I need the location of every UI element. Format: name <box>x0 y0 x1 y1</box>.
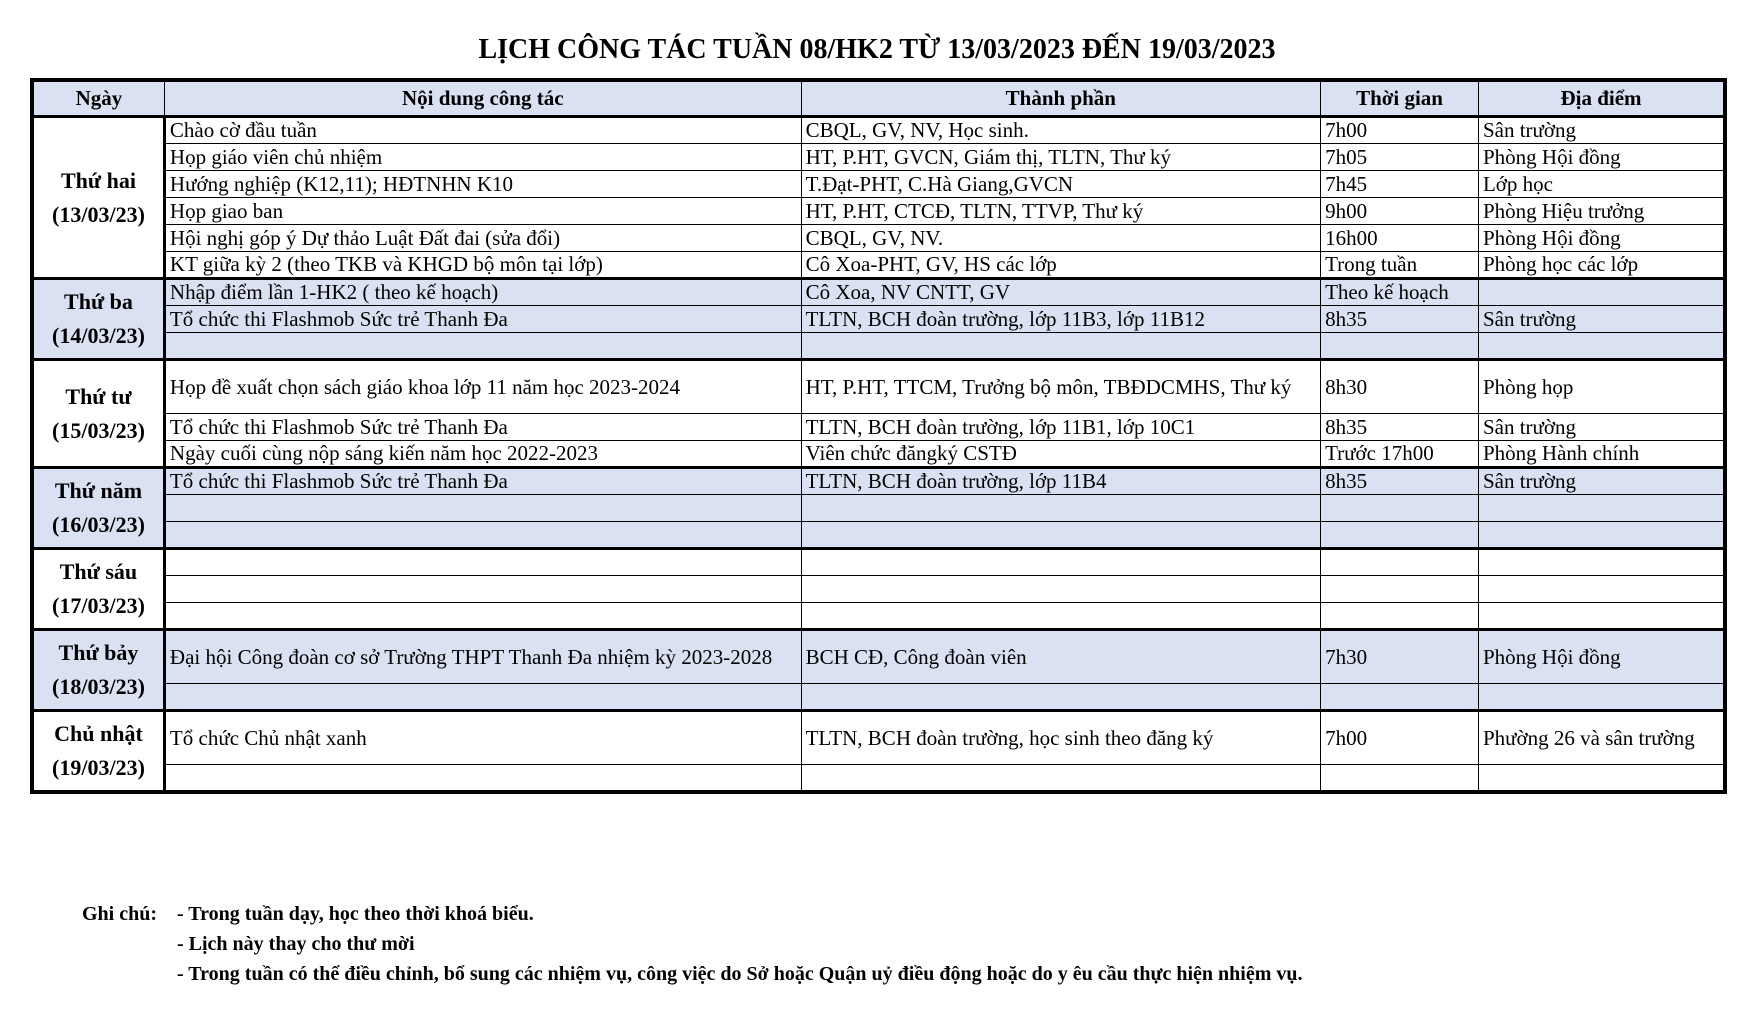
cell-time: 8h30 <box>1321 360 1479 414</box>
header-members: Thành phần <box>801 80 1321 117</box>
cell-members <box>801 684 1321 711</box>
schedule-body <box>32 117 1725 792</box>
table-row <box>32 576 1725 603</box>
cell-content: Hội nghị góp ý Dự thảo Luật Đất đai (sửa đổi) <box>164 225 801 252</box>
day-cell <box>32 279 164 360</box>
cell-members: TLTN, BCH đoàn trường, lớp 11B4 <box>801 468 1321 495</box>
table-row <box>32 549 1725 576</box>
cell-time <box>1321 495 1479 522</box>
table-row <box>32 711 1725 765</box>
day-cell <box>32 117 164 279</box>
table-row <box>32 198 1725 225</box>
cell-time: 16h00 <box>1321 225 1479 252</box>
cell-members <box>801 576 1321 603</box>
cell-time: 7h30 <box>1321 630 1479 684</box>
cell-time <box>1321 684 1479 711</box>
cell-place: Sân trường <box>1478 468 1725 495</box>
cell-place <box>1478 279 1725 306</box>
table-row <box>32 306 1725 333</box>
day-name: Thứ bảy <box>58 640 139 665</box>
cell-place: Sân trường <box>1478 117 1725 144</box>
cell-time <box>1321 603 1479 630</box>
cell-place: Lớp học <box>1478 171 1725 198</box>
cell-content: KT giữa kỳ 2 (theo TKB và KHGD bộ môn tại lớp) <box>164 252 801 279</box>
cell-members: Viên chức đăngký CSTĐ <box>801 441 1321 468</box>
day-date: (18/03/23) <box>52 674 145 699</box>
header-place: Địa điểm <box>1478 80 1725 117</box>
header-row <box>32 80 1725 117</box>
cell-content: Chào cờ đầu tuần <box>164 117 801 144</box>
cell-place: Phòng Hiệu trưởng <box>1478 198 1725 225</box>
table-row <box>32 630 1725 684</box>
day-name: Thứ hai <box>60 167 136 193</box>
cell-time <box>1321 549 1479 576</box>
cell-place <box>1478 684 1725 711</box>
day-name: Thứ tư <box>65 383 132 409</box>
cell-members: CBQL, GV, NV, Học sinh. <box>801 117 1321 144</box>
cell-members: TLTN, BCH đoàn trường, học sinh theo đăng ký <box>801 711 1321 765</box>
table-row <box>32 279 1725 306</box>
day-date: (15/03/23) <box>52 417 145 443</box>
day-cell <box>32 630 164 711</box>
cell-content <box>164 576 801 603</box>
day-name: Thứ ba <box>64 289 133 314</box>
cell-time: 7h00 <box>1321 711 1479 765</box>
cell-place: Sân trường <box>1478 414 1725 441</box>
cell-time: Trong tuần <box>1321 252 1479 279</box>
table-row <box>32 360 1725 414</box>
table-row <box>32 252 1725 279</box>
cell-place <box>1478 522 1725 549</box>
day-date: (14/03/23) <box>52 323 145 348</box>
cell-content: Tổ chức thi Flashmob Sức trẻ Thanh Đa <box>164 306 801 333</box>
cell-place <box>1478 495 1725 522</box>
cell-time: 8h35 <box>1321 468 1479 495</box>
notes-label: Ghi chú: <box>82 903 158 925</box>
cell-members: TLTN, BCH đoàn trường, lớp 11B3, lớp 11B12 <box>801 306 1321 333</box>
table-row <box>32 225 1725 252</box>
cell-place: Phòng Hội đồng <box>1478 630 1725 684</box>
cell-time <box>1321 576 1479 603</box>
cell-place: Phòng Hội đồng <box>1478 225 1725 252</box>
cell-content: Hướng nghiệp (K12,11); HĐTNHN K10 <box>164 171 801 198</box>
note-item: - Lịch này thay cho thư mời <box>177 933 415 955</box>
cell-content: Ngày cuối cùng nộp sáng kiến năm học 2022-2023 <box>164 441 801 468</box>
cell-members <box>801 765 1321 792</box>
day-date: (13/03/23) <box>52 201 145 227</box>
cell-content <box>164 522 801 549</box>
cell-members <box>801 333 1321 360</box>
cell-place <box>1478 603 1725 630</box>
cell-place: Phòng học các lớp <box>1478 252 1725 279</box>
cell-content: Tổ chức thi Flashmob Sức trẻ Thanh Đa <box>164 468 801 495</box>
table-row <box>32 522 1725 549</box>
cell-time <box>1321 522 1479 549</box>
cell-members: BCH CĐ, Công đoàn viên <box>801 630 1321 684</box>
cell-content: Họp đề xuất chọn sách giáo khoa lớp 11 năm học 2023-2024 <box>164 360 801 414</box>
note-item: - Trong tuần có thể điều chỉnh, bổ sung các nhiệm vụ, công việc do Sở hoặc Quận uỷ điều động hoặc do y êu cầu thực hiện nhiệm vụ. <box>177 963 1303 985</box>
cell-members: CBQL, GV, NV. <box>801 225 1321 252</box>
cell-content <box>164 765 801 792</box>
cell-members: TLTN, BCH đoàn trường, lớp 11B1, lớp 10C1 <box>801 414 1321 441</box>
header-content: Nội dung công tác <box>164 80 801 117</box>
cell-content <box>164 495 801 522</box>
cell-members <box>801 495 1321 522</box>
cell-content: Họp giao ban <box>164 198 801 225</box>
cell-content <box>164 549 801 576</box>
table-row <box>32 333 1725 360</box>
cell-members: Cô Xoa-PHT, GV, HS các lớp <box>801 252 1321 279</box>
cell-place <box>1478 765 1725 792</box>
cell-content <box>164 684 801 711</box>
page-title: LỊCH CÔNG TÁC TUẦN 08/HK2 TỪ 13/03/2023 ĐẾN 19/03/2023 <box>478 34 1276 65</box>
cell-members <box>801 603 1321 630</box>
day-cell <box>32 360 164 468</box>
cell-content: Đại hội Công đoàn cơ sở Trường THPT Thanh Đa nhiệm kỳ 2023-2028 <box>164 630 801 684</box>
table-row <box>32 684 1725 711</box>
cell-members <box>801 522 1321 549</box>
table-row <box>32 144 1725 171</box>
table-row <box>32 495 1725 522</box>
cell-time: Trước 17h00 <box>1321 441 1479 468</box>
day-name: Thứ năm <box>54 478 143 503</box>
header-time: Thời gian <box>1321 80 1479 117</box>
table-row <box>32 468 1725 495</box>
cell-time <box>1321 765 1479 792</box>
cell-place: Sân trường <box>1478 306 1725 333</box>
cell-time <box>1321 333 1479 360</box>
cell-members: T.Đạt-PHT, C.Hà Giang,GVCN <box>801 171 1321 198</box>
cell-place <box>1478 576 1725 603</box>
day-name: Thứ sáu <box>59 559 138 584</box>
day-name: Chủ nhật <box>54 720 143 746</box>
cell-place: Phòng họp <box>1478 360 1725 414</box>
day-date: (17/03/23) <box>52 593 145 618</box>
day-cell <box>32 468 164 549</box>
cell-content <box>164 333 801 360</box>
cell-content: Họp giáo viên chủ nhiệm <box>164 144 801 171</box>
cell-time: 8h35 <box>1321 414 1479 441</box>
header-day: Ngày <box>32 80 164 117</box>
table-row <box>32 441 1725 468</box>
day-date: (16/03/23) <box>52 512 145 537</box>
cell-members: HT, P.HT, TTCM, Trưởng bộ môn, TBĐDCMHS, Thư ký <box>801 360 1321 414</box>
cell-place: Phường 26 và sân trường <box>1478 711 1725 765</box>
cell-time: 7h05 <box>1321 144 1479 171</box>
cell-members: HT, P.HT, GVCN, Giám thị, TLTN, Thư ký <box>801 144 1321 171</box>
cell-content <box>164 603 801 630</box>
cell-time: 9h00 <box>1321 198 1479 225</box>
day-date: (19/03/23) <box>52 754 145 780</box>
cell-place <box>1478 549 1725 576</box>
cell-place: Phòng Hành chính <box>1478 441 1725 468</box>
cell-members <box>801 549 1321 576</box>
cell-content: Tổ chức Chủ nhật xanh <box>164 711 801 765</box>
cell-members: HT, P.HT, CTCĐ, TLTN, TTVP, Thư ký <box>801 198 1321 225</box>
cell-time: 8h35 <box>1321 306 1479 333</box>
day-cell <box>32 711 164 792</box>
table-row <box>32 414 1725 441</box>
schedule-table <box>30 78 1727 794</box>
cell-time: 7h45 <box>1321 171 1479 198</box>
cell-time: Theo kế hoạch <box>1321 279 1479 306</box>
day-cell <box>32 549 164 630</box>
table-row <box>32 117 1725 144</box>
note-item: - Trong tuần dạy, học theo thời khoá biểu. <box>177 903 534 925</box>
table-row <box>32 171 1725 198</box>
cell-content: Nhập điểm lần 1-HK2 ( theo kế hoạch) <box>164 279 801 306</box>
cell-place: Phòng Hội đồng <box>1478 144 1725 171</box>
table-row <box>32 603 1725 630</box>
table-row <box>32 765 1725 792</box>
cell-place <box>1478 333 1725 360</box>
cell-time: 7h00 <box>1321 117 1479 144</box>
cell-content: Tổ chức thi Flashmob Sức trẻ Thanh Đa <box>164 414 801 441</box>
cell-members: Cô Xoa, NV CNTT, GV <box>801 279 1321 306</box>
